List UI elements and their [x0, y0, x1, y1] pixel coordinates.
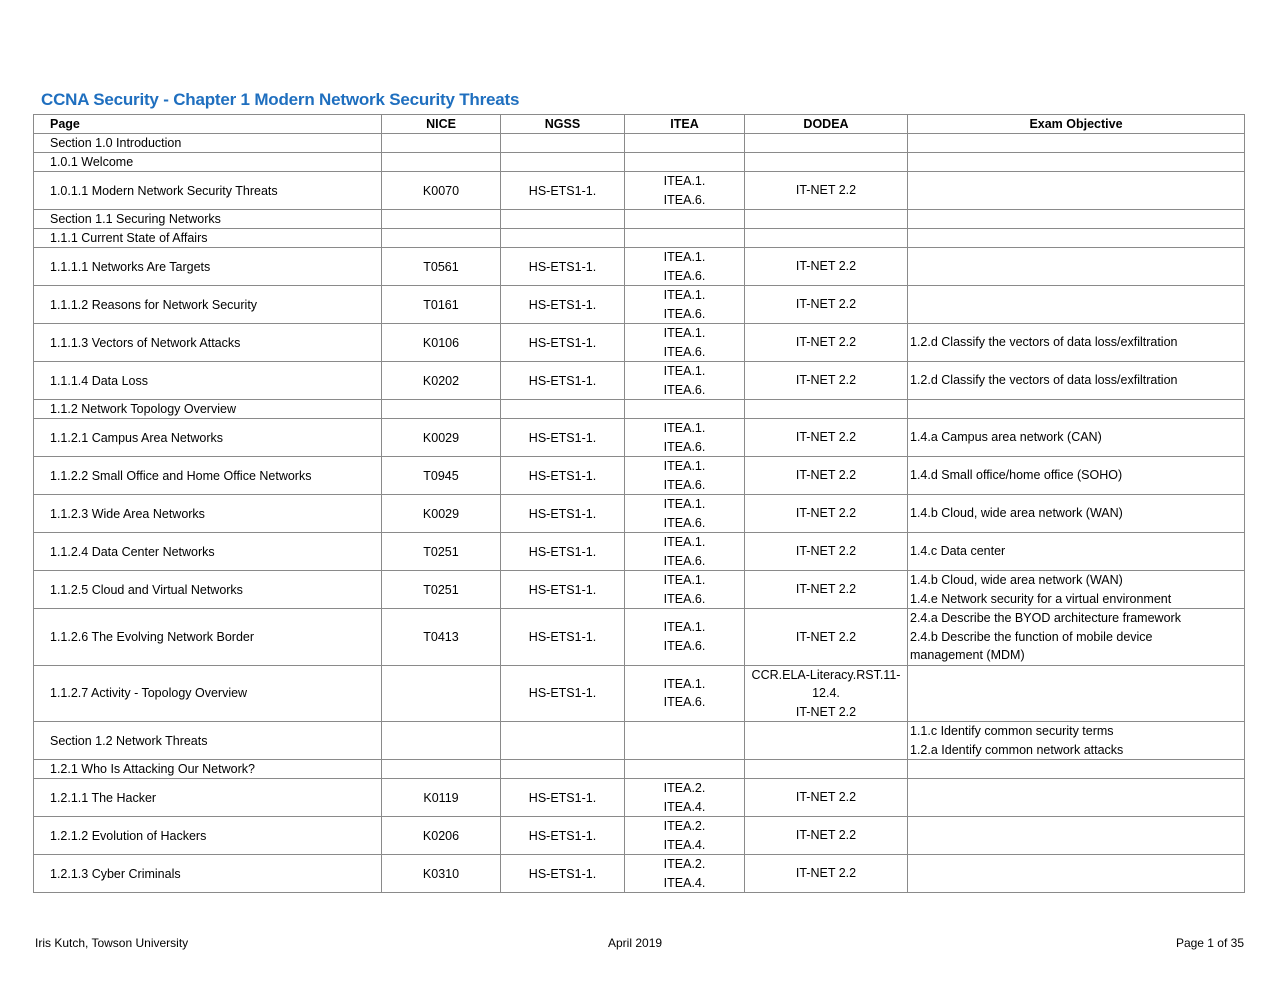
itea-line: ITEA.1. [663, 174, 706, 188]
cell-ngss [501, 134, 625, 153]
cell-ngss: HS-ETS1-1. [501, 855, 625, 893]
cell-nice: K0106 [382, 324, 501, 362]
cell-itea [625, 760, 745, 779]
itea-line: ITEA.6. [663, 306, 706, 321]
cell-page: Section 1.2 Network Threats [34, 722, 382, 760]
itea-line: ITEA.4. [663, 875, 706, 890]
cell-page: 1.1.2.5 Cloud and Virtual Networks [34, 571, 382, 609]
cell-page: 1.1.1 Current State of Affairs [34, 229, 382, 248]
cell-ngss: HS-ETS1-1. [501, 457, 625, 495]
cell-dodea [745, 153, 908, 172]
cell-itea [625, 533, 745, 571]
cell-dodea [745, 665, 908, 722]
cell-itea [625, 665, 745, 722]
cell-page: Section 1.1 Securing Networks [34, 210, 382, 229]
cell-itea [625, 855, 745, 893]
cell-exam [908, 286, 1245, 324]
itea-line: ITEA.2. [663, 819, 706, 833]
dodea-line: IT-NET 2.2 [795, 259, 857, 274]
cell-page: 1.1.2 Network Topology Overview [34, 400, 382, 419]
exam-line: 2.4.a Describe the BYOD architecture framework [910, 611, 1181, 625]
cell-itea [625, 609, 745, 666]
itea-line: ITEA.6. [663, 695, 706, 710]
table-row [34, 722, 1245, 760]
section-row [34, 134, 1245, 153]
section-row [34, 153, 1245, 172]
dodea-line: IT-NET 2.2 [795, 582, 857, 597]
cell-page: 1.1.1.1 Networks Are Targets [34, 248, 382, 286]
cell-itea [625, 722, 745, 760]
cell-dodea [745, 571, 908, 609]
cell-nice [382, 229, 501, 248]
dodea-line: IT-NET 2.2 [795, 468, 857, 483]
itea-line: ITEA.1. [663, 535, 706, 549]
cell-dodea [745, 817, 908, 855]
cell-dodea [745, 495, 908, 533]
cell-dodea [745, 609, 908, 666]
cell-exam [908, 665, 1245, 722]
cell-dodea [745, 248, 908, 286]
itea-line: ITEA.1. [663, 326, 706, 340]
itea-line: ITEA.1. [663, 364, 706, 378]
itea-line: ITEA.6. [663, 515, 706, 530]
table-row [34, 324, 1245, 362]
cell-exam [908, 817, 1245, 855]
dodea-line: IT-NET 2.2 [795, 183, 857, 198]
cell-page: 1.1.1.2 Reasons for Network Security [34, 286, 382, 324]
cell-nice: K0029 [382, 419, 501, 457]
dodea-line: IT-NET 2.2 [795, 373, 857, 388]
cell-page: 1.1.2.4 Data Center Networks [34, 533, 382, 571]
cell-exam [908, 760, 1245, 779]
cell-dodea [745, 362, 908, 400]
itea-line: ITEA.1. [663, 620, 706, 635]
cell-itea [625, 419, 745, 457]
table-row [34, 362, 1245, 400]
exam-line: 1.4.b Cloud, wide area network (WAN) [910, 573, 1123, 587]
cell-ngss [501, 153, 625, 172]
cell-nice [382, 665, 501, 722]
cell-page: 1.2.1.2 Evolution of Hackers [34, 817, 382, 855]
cell-nice: T0561 [382, 248, 501, 286]
cell-exam [908, 248, 1245, 286]
cell-itea [625, 248, 745, 286]
section-row [34, 229, 1245, 248]
cell-ngss: HS-ETS1-1. [501, 817, 625, 855]
itea-line: ITEA.6. [663, 344, 706, 359]
cell-dodea [745, 855, 908, 893]
itea-line: ITEA.6. [663, 553, 706, 568]
exam-line: 1.2.d Classify the vectors of data loss/exfiltration [910, 335, 1178, 350]
header-itea: ITEA [625, 115, 745, 134]
header-ngss: NGSS [501, 115, 625, 134]
cell-ngss: HS-ETS1-1. [501, 324, 625, 362]
cell-dodea [745, 134, 908, 153]
cell-nice: T0251 [382, 571, 501, 609]
table-row [34, 286, 1245, 324]
cell-ngss: HS-ETS1-1. [501, 286, 625, 324]
cell-ngss: HS-ETS1-1. [501, 665, 625, 722]
cell-dodea [745, 210, 908, 229]
cell-ngss: HS-ETS1-1. [501, 248, 625, 286]
cell-itea [625, 362, 745, 400]
itea-line: ITEA.1. [663, 573, 706, 587]
cell-dodea [745, 779, 908, 817]
dodea-line: IT-NET 2.2 [795, 790, 857, 805]
cell-dodea [745, 457, 908, 495]
cell-exam [908, 400, 1245, 419]
dodea-line: IT-NET 2.2 [795, 828, 857, 843]
dodea-line: IT-NET 2.2 [795, 430, 857, 445]
cell-nice: K0029 [382, 495, 501, 533]
cell-ngss [501, 400, 625, 419]
cell-itea [625, 400, 745, 419]
dodea-line: IT-NET 2.2 [795, 297, 857, 312]
cell-itea [625, 324, 745, 362]
itea-line: ITEA.6. [663, 268, 706, 283]
exam-line: 1.1.c Identify common security terms [910, 724, 1114, 738]
cell-ngss [501, 760, 625, 779]
cell-exam [908, 362, 1245, 400]
cell-ngss [501, 210, 625, 229]
cell-exam [908, 495, 1245, 533]
itea-line: ITEA.6. [663, 439, 706, 454]
cell-nice [382, 400, 501, 419]
table-row [34, 533, 1245, 571]
section-row [34, 400, 1245, 419]
cell-page: 1.1.1.3 Vectors of Network Attacks [34, 324, 382, 362]
itea-line: ITEA.6. [663, 638, 706, 653]
cell-itea [625, 779, 745, 817]
footer-date: April 2019 [608, 936, 663, 950]
cell-exam [908, 609, 1245, 666]
itea-line: ITEA.2. [663, 781, 706, 795]
table-row [34, 248, 1245, 286]
cell-nice: K0070 [382, 172, 501, 210]
table-row [34, 495, 1245, 533]
dodea-line: IT-NET 2.2 [795, 704, 857, 719]
exam-line: 2.4.b Describe the function of mobile device [910, 629, 1153, 644]
exam-line: 1.4.d Small office/home office (SOHO) [910, 468, 1123, 483]
cell-exam [908, 172, 1245, 210]
cell-itea [625, 457, 745, 495]
cell-page: 1.2.1.3 Cyber Criminals [34, 855, 382, 893]
cell-ngss: HS-ETS1-1. [501, 495, 625, 533]
cell-dodea [745, 400, 908, 419]
itea-line: ITEA.4. [663, 837, 706, 852]
cell-itea [625, 210, 745, 229]
cell-page: 1.0.1.1 Modern Network Security Threats [34, 172, 382, 210]
cell-ngss: HS-ETS1-1. [501, 172, 625, 210]
dodea-line: IT-NET 2.2 [795, 544, 857, 559]
itea-line: ITEA.6. [663, 192, 706, 207]
cell-ngss: HS-ETS1-1. [501, 571, 625, 609]
cell-dodea [745, 533, 908, 571]
table-row [34, 172, 1245, 210]
cell-ngss [501, 229, 625, 248]
cell-nice: T0251 [382, 533, 501, 571]
cell-ngss [501, 722, 625, 760]
dodea-line: CCR.ELA-Literacy.RST.11- [751, 667, 901, 682]
cell-ngss: HS-ETS1-1. [501, 533, 625, 571]
table-row [34, 609, 1245, 666]
itea-line: ITEA.1. [663, 421, 706, 435]
cell-itea [625, 229, 745, 248]
itea-line: ITEA.1. [663, 288, 706, 302]
itea-line: ITEA.1. [663, 676, 706, 691]
cell-exam [908, 210, 1245, 229]
cell-dodea [745, 419, 908, 457]
itea-line: ITEA.1. [663, 250, 706, 264]
table-row [34, 817, 1245, 855]
header-dodea: DODEA [745, 115, 908, 134]
cell-nice [382, 153, 501, 172]
table-row [34, 571, 1245, 609]
cell-itea [625, 817, 745, 855]
cell-dodea [745, 172, 908, 210]
cell-itea [625, 153, 745, 172]
cell-exam [908, 419, 1245, 457]
cell-dodea [745, 760, 908, 779]
cell-dodea [745, 229, 908, 248]
table-row [34, 419, 1245, 457]
cell-exam [908, 571, 1245, 609]
dodea-line: IT-NET 2.2 [795, 506, 857, 521]
cell-dodea [745, 324, 908, 362]
cell-itea [625, 286, 745, 324]
exam-line: 1.4.b Cloud, wide area network (WAN) [910, 506, 1123, 521]
dodea-line: IT-NET 2.2 [795, 629, 857, 644]
dodea-line: IT-NET 2.2 [795, 335, 857, 350]
itea-line: ITEA.1. [663, 497, 706, 511]
exam-line: 1.2.a Identify common network attacks [910, 742, 1124, 757]
footer-page-number: Page 1 of 35 [1175, 936, 1244, 950]
itea-line: ITEA.6. [663, 591, 706, 606]
cell-exam [908, 779, 1245, 817]
cell-nice: T0945 [382, 457, 501, 495]
cell-itea [625, 134, 745, 153]
cell-ngss: HS-ETS1-1. [501, 419, 625, 457]
cell-exam [908, 855, 1245, 893]
cell-nice: K0206 [382, 817, 501, 855]
exam-line: management (MDM) [910, 648, 1025, 662]
itea-line: ITEA.2. [663, 857, 706, 871]
cell-exam [908, 153, 1245, 172]
exam-line: 1.4.e Network security for a virtual environment [910, 591, 1172, 606]
cell-ngss: HS-ETS1-1. [501, 609, 625, 666]
cell-itea [625, 495, 745, 533]
cell-exam [908, 134, 1245, 153]
itea-line: ITEA.1. [663, 459, 706, 473]
footer-author: Iris Kutch, Towson University [35, 936, 189, 950]
cell-nice: K0119 [382, 779, 501, 817]
table-row [34, 665, 1245, 722]
table-row [34, 457, 1245, 495]
section-row [34, 760, 1245, 779]
exam-line: 1.4.c Data center [910, 544, 1006, 559]
cell-page: Section 1.0 Introduction [34, 134, 382, 153]
cell-page: 1.2.1 Who Is Attacking Our Network? [34, 760, 382, 779]
cell-nice [382, 760, 501, 779]
cell-nice [382, 134, 501, 153]
table-row [34, 779, 1245, 817]
itea-line: ITEA.4. [663, 799, 706, 814]
cell-page: 1.1.2.3 Wide Area Networks [34, 495, 382, 533]
cell-nice [382, 722, 501, 760]
header-nice: NICE [382, 115, 501, 134]
cell-page: 1.1.2.1 Campus Area Networks [34, 419, 382, 457]
cell-nice: T0161 [382, 286, 501, 324]
itea-line: ITEA.6. [663, 382, 706, 397]
cell-page: 1.1.2.2 Small Office and Home Office Networks [34, 457, 382, 495]
cell-itea [625, 172, 745, 210]
cell-nice [382, 210, 501, 229]
cell-exam [908, 229, 1245, 248]
cell-page: 1.2.1.1 The Hacker [34, 779, 382, 817]
dodea-line: IT-NET 2.2 [795, 866, 857, 881]
cell-nice: T0413 [382, 609, 501, 666]
cell-page: 1.1.2.6 The Evolving Network Border [34, 609, 382, 666]
exam-line: 1.2.d Classify the vectors of data loss/exfiltration [910, 373, 1178, 388]
cell-page: 1.1.1.4 Data Loss [34, 362, 382, 400]
itea-line: ITEA.6. [663, 477, 706, 492]
exam-line: 1.4.a Campus area network (CAN) [910, 430, 1102, 445]
table-header-row [34, 115, 1245, 134]
section-row [34, 210, 1245, 229]
cell-nice: K0202 [382, 362, 501, 400]
cell-nice: K0310 [382, 855, 501, 893]
header-exam-objective: Exam Objective [908, 115, 1245, 134]
cell-page: 1.1.2.7 Activity - Topology Overview [34, 665, 382, 722]
cell-itea [625, 571, 745, 609]
cell-ngss: HS-ETS1-1. [501, 779, 625, 817]
cell-exam [908, 533, 1245, 571]
table-row [34, 855, 1245, 893]
cell-ngss: HS-ETS1-1. [501, 362, 625, 400]
document-title: CCNA Security - Chapter 1 Modern Network Security Threats [41, 90, 520, 109]
dodea-line: 12.4. [812, 686, 840, 700]
cell-exam [908, 324, 1245, 362]
cell-dodea [745, 722, 908, 760]
header-page: Page [34, 115, 382, 134]
table-body [34, 134, 1245, 893]
standards-table [33, 114, 1245, 893]
cell-page: 1.0.1 Welcome [34, 153, 382, 172]
cell-exam [908, 457, 1245, 495]
cell-exam [908, 722, 1245, 760]
cell-dodea [745, 286, 908, 324]
